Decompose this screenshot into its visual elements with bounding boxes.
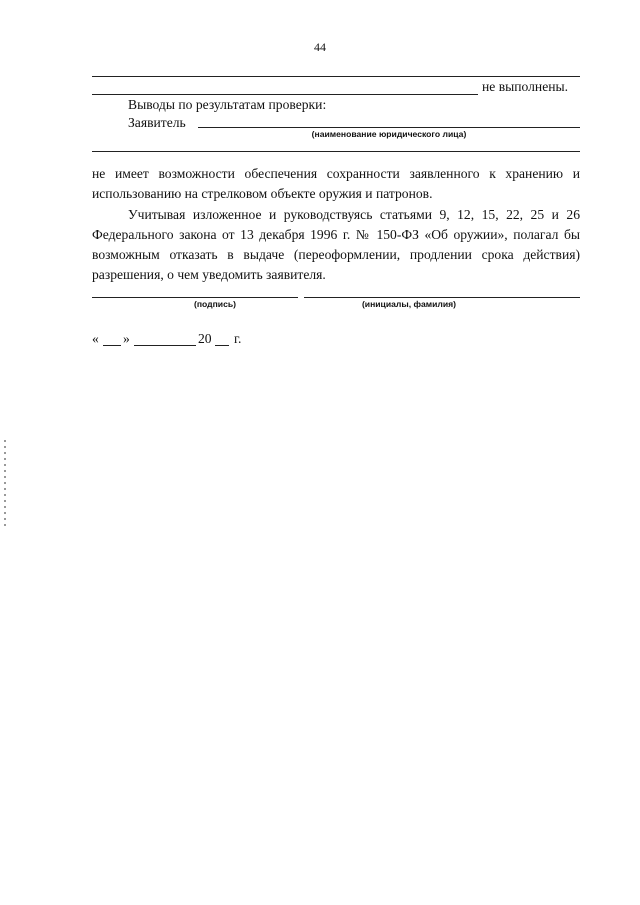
date-year-line	[215, 345, 229, 346]
paragraph-1: не имеет возможности обеспечения сохранности заявленного к хранению и использованию на стрелковом объекте оружия и патронов.	[92, 166, 580, 201]
date-month-line	[134, 345, 196, 346]
date-open-quote: «	[92, 331, 99, 346]
name-caption: (инициалы, фамилия)	[361, 299, 457, 309]
page-number: 44	[314, 40, 326, 54]
applicant-line	[198, 127, 580, 128]
signature-caption: (подпись)	[193, 299, 237, 309]
applicant-label: Заявитель	[128, 115, 186, 130]
not-fulfilled-text: не выполнены.	[482, 79, 569, 94]
blank-line-3	[92, 151, 580, 152]
entity-caption: (наименование юридического лица)	[311, 129, 467, 139]
date-close-quote: »	[123, 331, 130, 346]
blank-line-2	[92, 94, 478, 95]
date-year-suffix: г.	[234, 331, 242, 346]
date-year-prefix: 20	[198, 331, 212, 346]
conclusions-label: Выводы по результатам проверки:	[128, 97, 327, 112]
date-day-line	[103, 345, 121, 346]
blank-line-1	[92, 76, 580, 77]
name-line	[304, 297, 580, 298]
signature-line	[92, 297, 298, 298]
scan-margin-mark	[4, 440, 6, 530]
paragraph-2: Учитывая изложенное и руководствуясь статьями 9, 12, 15, 22, 25 и 26 Федерального закона от 13 декабря 1996 г. № 150-ФЗ «Об оружии», полагал бы возможным отказать в выдаче (переоформлении, продлении срока действия) разрешения, о чем уведомить заявителя.	[92, 207, 580, 282]
